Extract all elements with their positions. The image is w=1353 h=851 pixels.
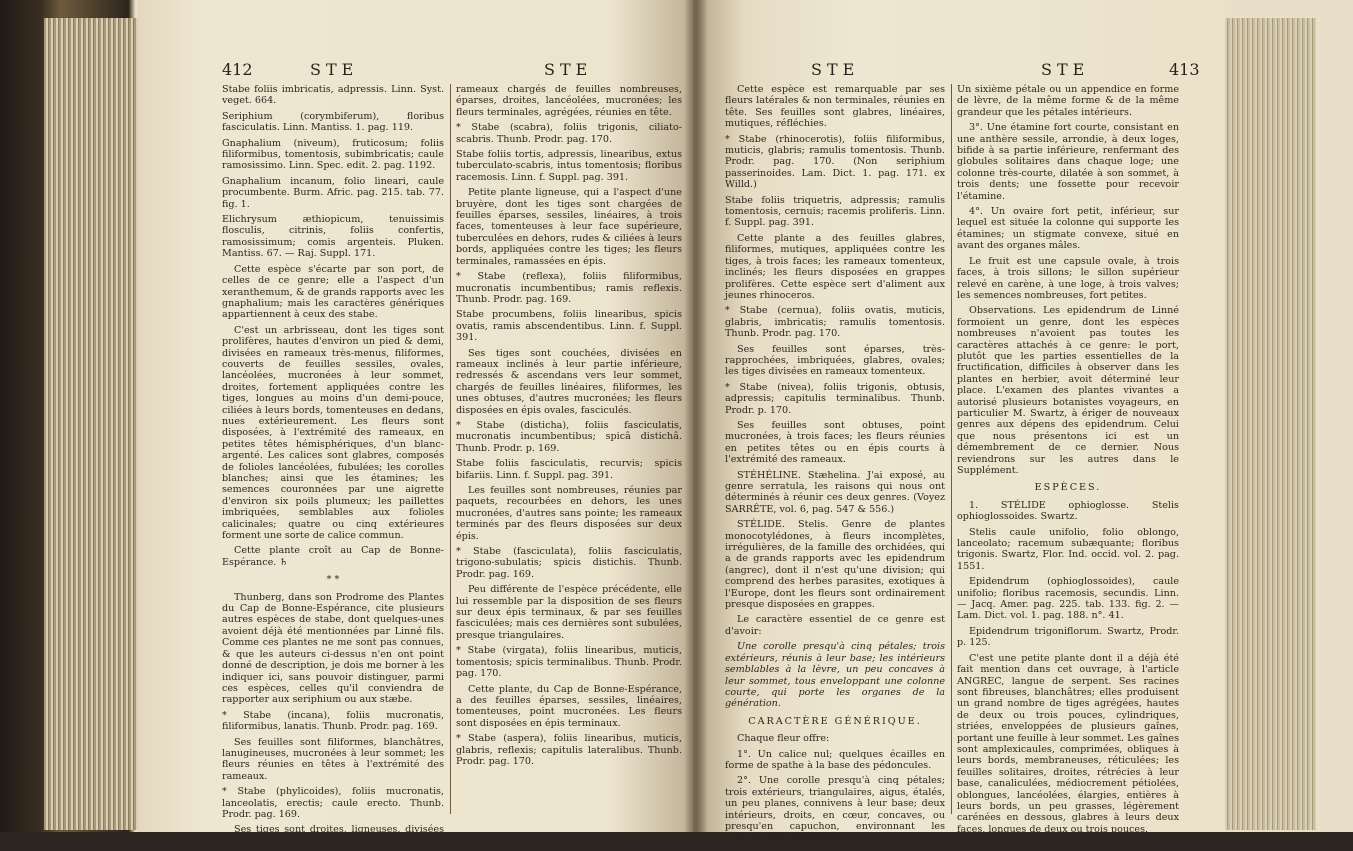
- book-gutter: [684, 0, 708, 832]
- paragraph: Stabe foliis triquetris, adpressis; ramulis tomentosis, cernuis; racemis proliferis. Linn. f. Suppl. pag. 391.: [725, 194, 945, 229]
- paragraph: 3°. Une étamine fort courte, consistant en une anthère sessile, arrondie, à deux loges, bifide à sa partie inférieure, renfermant des globules solitaires dans chaque loge; une colonne très-courte, dilatée à son sommet, à trois dents; une fossette pour recevoir l'étamine.: [957, 122, 1179, 202]
- paragraph: Petite plante ligneuse, qui a l'aspect d'une bruyère, dont les tiges sont chargées de feuilles éparses, sessiles, linéaires, à trois faces, tomenteuses à leur face supérieure, tuberculées en dehors, rudes & ciliées à leurs bords, appliquées contre les tiges; les fleurs terminales, ramassées en épis.: [456, 187, 682, 267]
- paragraph: Gnaphalium (niveum), fruticosum; foliis filiformibus, tomentosis, subimbricatis; caule ramosissimo. Linn. Spec. edit. 2. pag. 1192.: [222, 137, 444, 172]
- paragraph: Cette espèce s'écarte par son port, de celles de ce genre; elle a l'aspect d'un xeranthemum, & de grands rapports avec les gnaphalium; mais les caractères génériques appartiennent à ceux des stabe.: [222, 263, 444, 321]
- paragraph: Epidendrum trigoniflorum. Swartz, Prodr. p. 125.: [957, 625, 1179, 649]
- paragraph: Peu différente de l'espèce précédente, elle lui ressemble par la disposition de ses fleurs sur deux épis terminaux, & par ses feuilles fasciculées; mais ces dernières sont subulées, presque triangulaires.: [456, 584, 682, 641]
- paragraph: Stelis caule unifolio, folio oblongo, lanceolato; racemum subæquante; floribus trigonis. Swartz, Flor. Ind. occid. vol. 2. pag. 1551.: [957, 526, 1179, 572]
- column-rule: [450, 84, 451, 814]
- paragraph: STÉHÉLINE. Stæhelina. J'ai exposé, au genre serratula, les raisons qui nous ont déterminés à réunir ces deux genres. (Voyez SARRÊTE, vol. 6, pag. 547 & 556.): [725, 469, 945, 515]
- paragraph: Gnaphalium incanum, folio lineari, caule procumbente. Burm. Afric. pag. 215. tab. 77. fig. 1.: [222, 175, 444, 210]
- paragraph: * Stabe (disticha), foliis fasciculatis, mucronatis incumbentibus; spicâ distichâ. Thunb. Prodr. p. 169.: [456, 419, 682, 454]
- paragraph: Ses feuilles sont obtuses, point mucronées, à trois faces; les fleurs réunies en petites têtes ou en épis courts à l'extrémité des rameaux.: [725, 419, 945, 466]
- paragraph: Ses tiges sont couchées, divisées en rameaux inclinés à leur partie inférieure, redressés & ascendans vers leur sommet, chargés de feuilles linéaires, filiformes, les unes obtuses, d'autres mucronées; les fleurs disposées en épis ovales, fasciculés.: [456, 347, 682, 416]
- paragraph: Stabe procumbens, foliis linearibus, spicis ovatis, ramis abscendentibus. Linn. f. Suppl. 391.: [456, 309, 682, 344]
- page-number-right: 413: [1169, 60, 1200, 79]
- paragraph: Une corolle presqu'à cinq pétales; trois extérieurs, réunis à leur base; les intérieurs semblables à la lèvre, un peu concaves à leur sommet, tous enveloppant une colonne courte, qui porte les organes de la génération.: [725, 641, 945, 710]
- paragraph: 1. STÉLIDE ophioglosse. Stelis ophioglossoides. Swartz.: [957, 499, 1179, 523]
- paragraph: Thunberg, dans son Prodrome des Plantes du Cap de Bonne-Espérance, cite plusieurs autres espèces de stabe, dont quelques-unes avoient déjà été mentionnées par Linné fils. Comme ces plantes ne me sont pas connues, & que les auteurs ci-dessus n'en ont point donné de description, je dois me borner à les indiquer ici, sans pouvoir distinguer, parmi ces espèces, celles qu'il conviendra de rapporter aux seriphium ou aux stæbe.: [222, 591, 444, 706]
- section-heading: CARACTÈRE GÉNÉRIQUE.: [748, 715, 922, 727]
- paragraph: * Stabe (incana), foliis mucronatis, filiformibus, lanatis. Thunb. Prodr. pag. 169.: [222, 709, 444, 733]
- page-edges-right: [1220, 18, 1316, 830]
- paragraph: Stabe foliis imbricatis, adpressis. Linn. Syst. veget. 664.: [222, 84, 444, 107]
- paragraph: * Stabe (fasciculata), foliis fasciculatis, trigono-subulatis; spicis distichis. Thunb. Prodr. pag. 169.: [456, 546, 682, 580]
- paragraph: * Stabe (reflexa), foliis filiformibus, mucronatis incumbentibus; ramis reflexis. Thunb. Prodr. pag. 169.: [456, 271, 682, 305]
- paragraph: C'est un arbrisseau, dont les tiges sont prolifères, hautes d'environ un pied & demi, divisées en rameaux très-menus, filiformes, couverts de feuilles sessiles, ovales, lancéolées, mucronées à leur sommet, droites, fortement appliquées contre les tiges, longues au moins d'un demi-pouce, ciliées à leurs bords, tomenteuses en dedans, nues extérieurement. Les fleurs sont disposées, à l'extrémité des rameaux, en petites têtes hémisphériques, d'un blanc-argenté. Les calices sont glabres, composés de folioles lancéolées, fubulées; les corolles blanches; ainsi que les étamines; les semences couronnées par une aigrette d'environ six poils plumeux; les paillettes imbriquées, semblables aux folioles calicinales; quatre ou cinq extérieures forment une sorte de calice commun.: [222, 324, 444, 542]
- paragraph: Ses feuilles sont filiformes, blanchâtres, lanugineuses, mucronées à leur sommet; les fleurs réunies en têtes à l'extrémité des rameaux.: [222, 736, 444, 782]
- paragraph: 2°. Une corolle presqu'à cinq pétales; trois extérieurs, triangulaires, aigus, étalés, un peu planes, connivens à leur base; deux intérieurs, droits, en cœur, concaves, ou presqu'en capuchon, environnant les organes de la génération.: [725, 775, 945, 844]
- paragraph: * Stabe (nivea), foliis trigonis, obtusis, adpressis; capitulis terminalibus. Thunb. Prodr. p. 170.: [725, 381, 945, 416]
- paragraph: Cette plante croît au Cap de Bonne-Espérance. ♄: [222, 545, 444, 568]
- running-header-left-col1: STE: [310, 60, 359, 79]
- page-number-left: 412: [222, 60, 253, 79]
- column-rule: [951, 84, 952, 814]
- running-header-right-col2: STE: [1041, 60, 1090, 79]
- paragraph: Un sixième pétale ou un appendice en forme de lèvre, de la même forme & de la même grandeur que les pétales intérieurs.: [957, 84, 1179, 118]
- paragraph: Observations. Les epidendrum de Linné formoient un genre, dont les espèces nombreuses n'avoient pas toutes les caractères attachés à ce genre: le port, plutôt que les parties essentielles de la fructification, difficiles à observer dans les plantes en herbier, avoit déterminé leur place. L'examen des plantes vivantes a autorisé plusieurs botanistes voyageurs, en particulier M. Swartz, à ériger de nouveaux genres aux dépens des epidendrum. Celui que nous présentons ici est un démembrement de ce dernier. Nous reviendrons sur les autres dans le Supplément.: [957, 305, 1179, 476]
- left-page: [138, 0, 693, 847]
- paragraph: STÉLIDE. Stelis. Genre de plantes monocotylédones, à fleurs incomplètes, irrégulières, de la famille des orchidées, qui a de grands rapports avec les epidendrum (angrec), dont il n'est qu'une division; qui comprend des herbes parasites, exotiques à l'Europe, dont les fleurs sont ordinairement presque disposées en grappes.: [725, 519, 945, 611]
- paragraph: rameaux chargés de feuilles nombreuses, éparses, droites, lancéolées, mucronées; les fleurs terminales, agrégées, réunies en tête.: [456, 84, 682, 118]
- paragraph: Cette plante a des feuilles glabres, filiformes, mutiques, appliquées contre les tiges, à trois faces; les rameaux tomenteux, inclinés; les fleurs disposées en grappes prolifères. Cette espèce sert d'aliment aux jeunes rhinoceros.: [725, 232, 945, 301]
- paragraph: Elichrysum æthiopicum, tenuissimis flosculis, citrinis, foliis confertis, ramosissimum; comis argenteis. Pluken. Mantiss. 67. — Raj. Suppl. 171.: [222, 214, 444, 260]
- paragraph: Cette plante, du Cap de Bonne-Espérance, a des feuilles éparses, sessiles, linéaires, tomenteuses, point mucronées. Les fleurs sont disposées en épis terminaux.: [456, 683, 682, 729]
- left-page-column-2: [456, 84, 682, 771]
- left-page-column-1: [222, 84, 444, 851]
- paragraph: Cette espèce est remarquable par ses fleurs latérales & non terminales, réunies en tête. Ses feuilles sont glabres, linéaires, mutiques, réfléchies.: [725, 84, 945, 130]
- paragraph: Le fruit est une capsule ovale, à trois faces, à trois sillons; le sillon supérieur relevé en carène, à une loge, à trois valves; les semences nombreuses, fort petites.: [957, 255, 1179, 301]
- section-separator: * *: [326, 574, 340, 586]
- running-header-left-col2: STE: [544, 60, 593, 79]
- paragraph: * Stabe (virgata), foliis linearibus, muticis, tomentosis; spicis terminalibus. Thunb. Prodr. pag. 170.: [456, 645, 682, 680]
- page-edges-left: [44, 18, 140, 830]
- running-header-right-col1: STE: [811, 60, 860, 79]
- paragraph: Ses feuilles sont éparses, très-rapprochées, imbriquées, glabres, ovales; les tiges divisées en rameaux tomenteux.: [725, 343, 945, 378]
- paragraph: Le caractère essentiel de ce genre est d'avoir:: [725, 614, 945, 637]
- paragraph: 4°. Un ovaire fort petit, inférieur, sur lequel est située la colonne qui supporte les étamines; un stigmate convexe, situé en avant des organes mâles.: [957, 206, 1179, 252]
- paragraph: Les feuilles sont nombreuses, réunies par paquets, recourbées en dehors, les unes mucronées, d'autres sans pointe; les rameaux terminés par des fleurs disposées sur deux épis.: [456, 485, 682, 542]
- right-page-column-2: [957, 84, 1179, 839]
- paragraph: * Stabe (rhinocerotis), foliis filiformibus, muticis, glabris; ramulis tomentosis. Thunb. Prodr. pag. 170. (Non seriphium passerinoides. Lam. Dict. 1. pag. 171. ex Willd.): [725, 133, 945, 191]
- paragraph: Seriphium (corymbiferum), floribus fasciculatis. Linn. Mantiss. 1. pag. 119.: [222, 110, 444, 134]
- right-page-column-1: [725, 84, 945, 848]
- paragraph: Chaque fleur offre:: [737, 733, 830, 745]
- section-heading: ESPÈCES.: [1034, 482, 1102, 494]
- paragraph: * Stabe (scabra), foliis trigonis, ciliato-scabris. Thunb. Prodr. pag. 170.: [456, 122, 682, 145]
- right-page: [693, 0, 1225, 844]
- paragraph: Epidendrum (ophioglossoides), caule unifolio; floribus racemosis, secundis. Linn. — Jacq. Amer. pag. 225. tab. 133. fig. 2. — Lam. Dict. vol. 1. pag. 188. n°. 41.: [957, 576, 1179, 622]
- paragraph: Stabe foliis tortis, adpressis, linearibus, extus tuberculato-scabris, intus tomentosis; floribus racemosis. Linn. f. Suppl. pag. 391.: [456, 149, 682, 183]
- paragraph: * Stabe (aspera), foliis linearibus, muticis, glabris, reflexis; capitulis lateralibus. Thunb. Prodr. pag. 170.: [456, 733, 682, 767]
- paragraph: C'est une petite plante dont il a déjà été fait mention dans cet ouvrage, à l'article ANGREC, langue de serpent. Ses racines sont fibreuses, blanchâtres; elles produisent un grand nombre de tiges agrégées, hautes de deux ou trois pouces, cylindriques, striées, enveloppées de plusieurs gaînes, portant une feuille à leur sommet. Les gaînes sont amplexicaules, comprimées, obliques à leurs bords, membraneuses, réticulées; les feuilles solitaires, droites, rétrécies à leur base, canaliculées, médiocrement pétiolées, oblongues, lancéolées, élargies, entières à leurs bords, un peu grasses, légèrement carénées en dessous, glabres à leurs deux faces, longues de deux ou trois pouces.: [957, 652, 1179, 835]
- paragraph: * Stabe (phylicoides), foliis mucronatis, lanceolatis, erectis; caule erecto. Thunb. Prodr. pag. 169.: [222, 786, 444, 820]
- paragraph: 1°. Un calice nul; quelques écailles en forme de spathe à la base des pédoncules.: [725, 748, 945, 771]
- paragraph: Ses tiges sont droites, ligneuses, divisées en: [222, 824, 444, 847]
- paragraph: * Stabe (cernua), foliis ovatis, muticis, glabris, imbricatis; ramulis tomentosis. Thunb. Prodr. pag. 170.: [725, 305, 945, 340]
- paragraph: Stabe foliis fasciculatis, recurvis; spicis bifariis. Linn. f. Suppl. pag. 391.: [456, 458, 682, 481]
